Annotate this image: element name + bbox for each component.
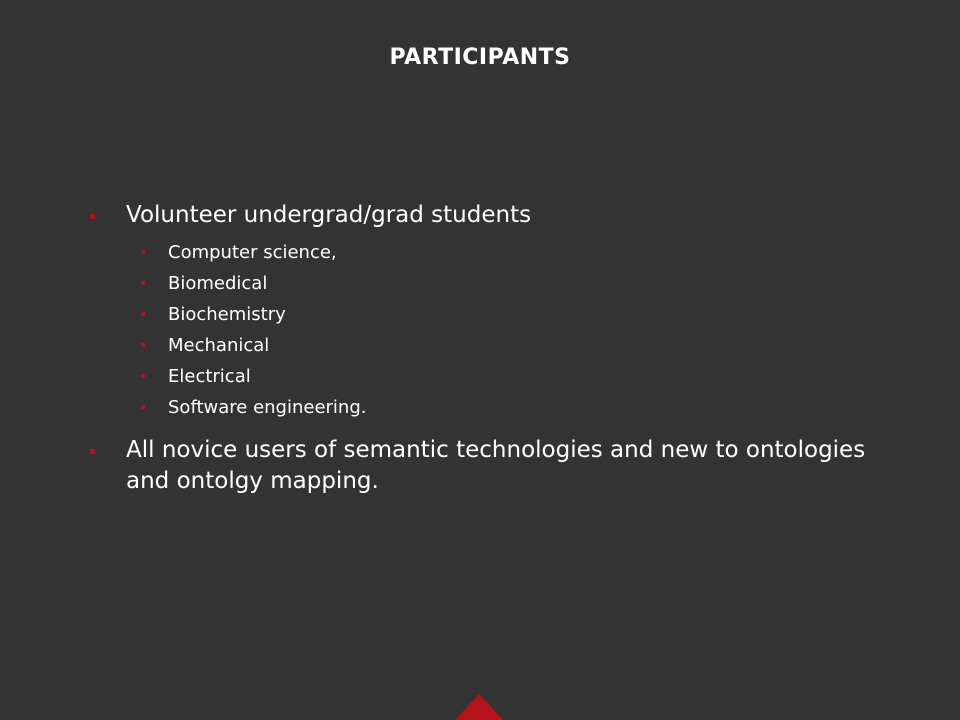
sub-bullet-marker-icon — [141, 374, 145, 378]
sub-bullet-item — [126, 392, 888, 423]
bullet-marker-icon — [90, 449, 95, 454]
triangle-decoration-icon — [455, 694, 503, 720]
sub-bullet-marker-icon — [141, 281, 145, 285]
bullet-item — [88, 200, 888, 423]
sub-bullet-marker-icon — [141, 250, 145, 254]
sub-bullet-text: Biochemistry — [168, 304, 286, 325]
sub-bullet-text: Software engineering. — [168, 397, 367, 418]
sub-bullet-item — [126, 268, 888, 299]
sub-bullet-item — [126, 361, 888, 392]
sub-bullet-text: Mechanical — [168, 335, 270, 356]
sub-bullet-marker-icon — [141, 343, 145, 347]
slide-title: PARTICIPANTS — [389, 45, 571, 70]
sub-bullet-text: Biomedical — [168, 273, 268, 294]
bullet-list — [88, 200, 888, 497]
sub-bullet-text: Electrical — [168, 366, 251, 387]
bullet-item — [88, 435, 888, 497]
sub-bullet-marker-icon — [141, 312, 145, 316]
bullet-text: All novice users of semantic technologies and new to ontologies and ontolgy mapping. — [126, 437, 866, 494]
sub-bullet-item — [126, 330, 888, 361]
sub-bullet-list — [126, 237, 888, 423]
sub-bullet-text: Computer science, — [168, 242, 337, 263]
bullet-text: Volunteer undergrad/grad students — [126, 202, 532, 228]
sub-bullet-marker-icon — [141, 405, 145, 409]
bullet-marker-icon — [90, 214, 95, 219]
sub-bullet-item — [126, 299, 888, 330]
sub-bullet-item — [126, 237, 888, 268]
